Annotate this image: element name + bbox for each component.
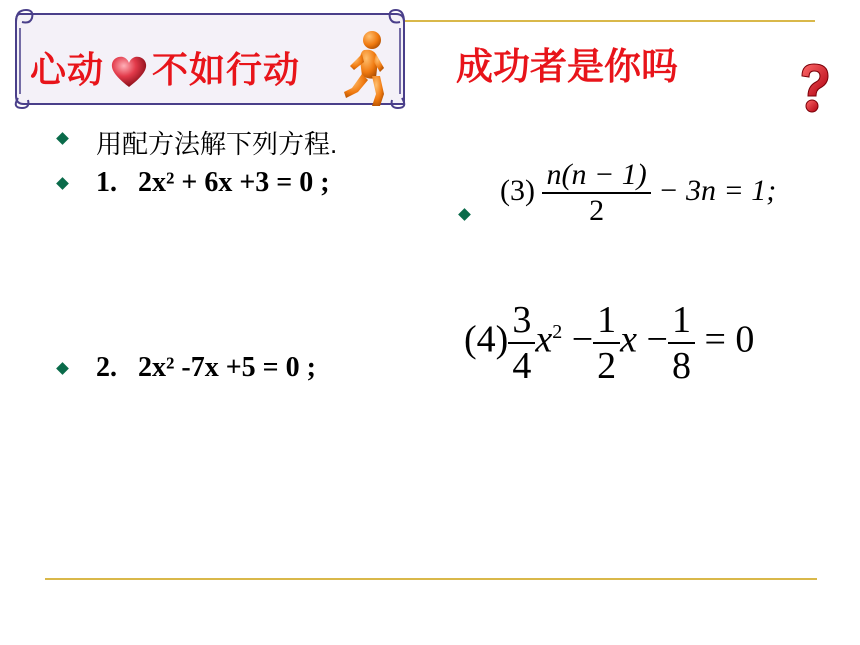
equation-3 (500, 158, 776, 228)
eq3-fraction (542, 158, 650, 228)
eq4-label: (4) (464, 318, 509, 361)
bullet-icon (56, 362, 69, 375)
bullet-icon (458, 208, 471, 221)
problem-2 (96, 352, 316, 384)
problem-2-text: 2x² -7x +5 = 0 ; (138, 352, 316, 383)
eq4-fraction-3 (668, 298, 695, 388)
eq4-f2-num: 1 (593, 298, 620, 344)
question-mark-icon (796, 62, 832, 116)
eq4-f1-den: 4 (512, 345, 532, 387)
top-rule (395, 20, 815, 22)
eq4-f2-den: 2 (597, 345, 617, 387)
eq4-f1-num: 3 (508, 298, 535, 344)
problem-1-text: 2x² + 6x +3 = 0 ; (138, 167, 330, 198)
problem-1-label: 1. (96, 167, 117, 198)
eq4-exponent: 2 (552, 321, 563, 344)
eq4-x: x (620, 318, 637, 361)
eq4-minus-2: − (646, 318, 668, 361)
eq3-denominator: 2 (589, 194, 605, 227)
walking-figure-icon (336, 30, 392, 110)
bullet-icon (56, 177, 69, 190)
eq4-rhs: = 0 (704, 318, 755, 361)
banner-part1: 心动 (30, 50, 105, 91)
eq4-minus-1: − (571, 318, 594, 361)
problem-1 (96, 167, 330, 199)
eq4-x-squared: x (535, 318, 553, 361)
eq4-f3-num: 1 (668, 298, 695, 344)
slogan-heading: 成功者是你吗 (456, 45, 678, 88)
equation-4 (464, 298, 754, 388)
heart-icon (110, 55, 148, 89)
eq3-label: (3) (500, 173, 535, 207)
bullet-icon (56, 132, 69, 145)
banner-part2: 不如行动 (152, 50, 301, 91)
eq4-fraction-1 (508, 298, 535, 388)
banner-slogan (30, 42, 300, 93)
title-banner (8, 8, 408, 110)
bottom-rule (45, 578, 817, 580)
eq4-fraction-2 (593, 298, 620, 388)
intro-text: 用配方法解下列方程. (96, 129, 338, 159)
eq3-numerator: n(n − 1) (542, 158, 650, 194)
eq3-rest: − 3n = 1; (658, 173, 777, 207)
eq4-f3-den: 8 (671, 345, 691, 387)
problem-2-label: 2. (96, 352, 117, 383)
